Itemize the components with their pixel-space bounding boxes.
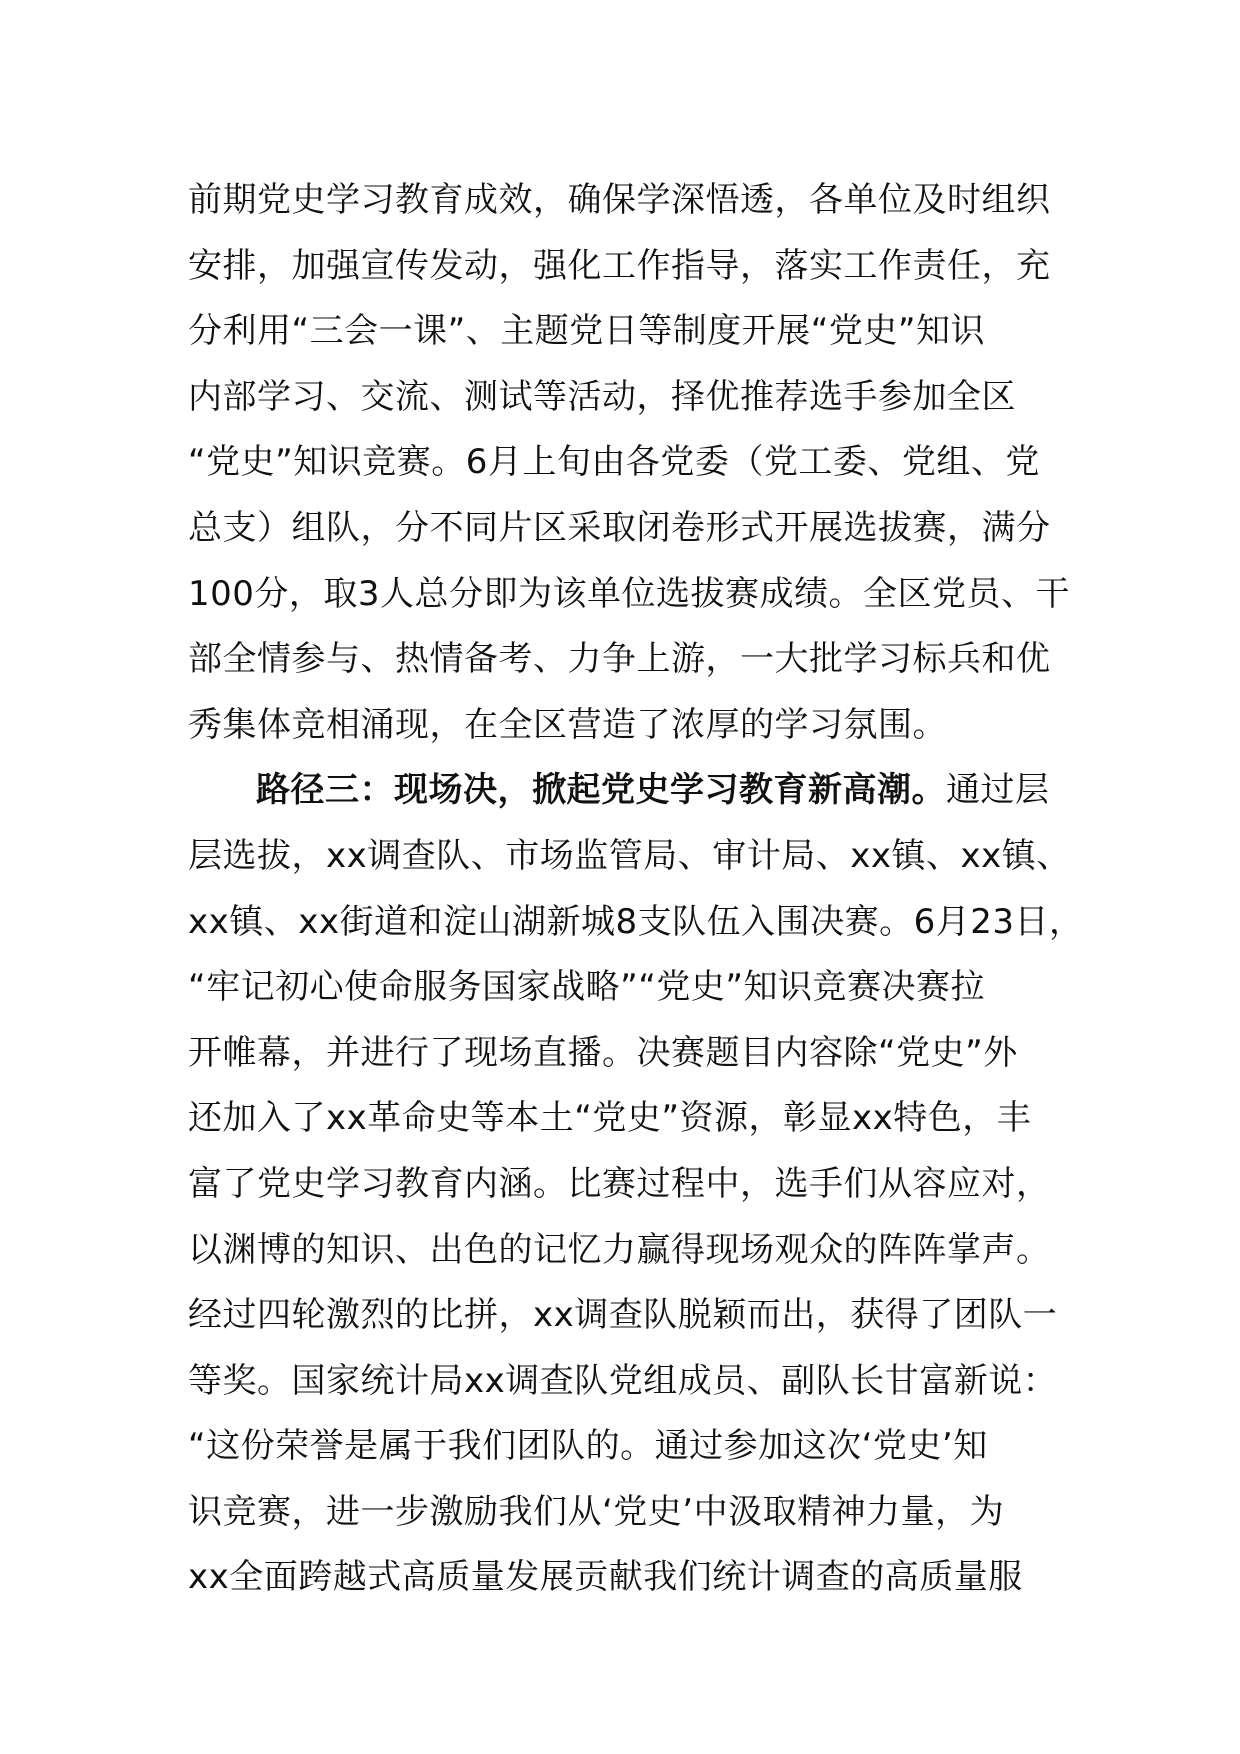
- text-line: 分利用“三会一课”、主题党日等制度开展“党史”知识: [188, 311, 985, 352]
- text-line: 层选拔，xx调查队、市场监管局、审计局、xx镇、xx镇、: [188, 835, 1071, 876]
- body-text: [188, 168, 1084, 1611]
- text-line: 经过四轮激烈的比拼，xx调查队脱颖而出，获得了团队一: [188, 1295, 1058, 1336]
- text-line: 秀集体竞相涌现，在全区营造了浓厚的学习氛围。: [188, 704, 947, 745]
- section-first-line: [188, 758, 1060, 824]
- text-line: 开帷幕，并进行了现场直播。决赛题目内容除“党史”外: [188, 1032, 1018, 1073]
- text-line: 内部学习、交流、测试等活动，择优推荐选手参加全区: [188, 376, 1016, 417]
- section-heading: 路径三：现场决，掀起党史学习教育新高潮。: [256, 770, 946, 811]
- section-first-line-text: 通过层: [946, 770, 1050, 811]
- text-line: 以渊博的知识、出色的记忆力赢得现场观众的阵阵掌声。: [188, 1229, 1051, 1270]
- text-line: 总支）组队，分不同片区采取闭卷形式开展选拔赛，满分: [188, 507, 1051, 548]
- text-line: 100分，取3人总分即为该单位选拔赛成绩。全区党员、干: [188, 573, 1071, 614]
- text-line: 部全情参与、热情备考、力争上游，一大批学习标兵和优: [188, 639, 1051, 680]
- text-line: xx全面跨越式高质量发展贡献我们统计调查的高质量服: [188, 1557, 1023, 1598]
- text-line: 还加入了xx革命史等本土“党史”资源，彰显xx特色，丰: [188, 1098, 1032, 1139]
- text-line: 识竞赛，进一步激励我们从‘党史’中汲取精神力量，为: [188, 1491, 1005, 1532]
- text-line: 等奖。国家统计局xx调查队党组成员、副队长甘富新说：: [188, 1360, 1058, 1401]
- text-line: xx镇、xx街道和淀山湖新城8支队伍入围决赛。6月23日，: [188, 901, 1084, 942]
- text-line: 前期党史学习教育成效，确保学深悟透，各单位及时组织: [188, 180, 1051, 220]
- text-line: “这份荣誉是属于我们团队的。通过参加这次‘党史’知: [188, 1426, 988, 1467]
- text-line: “党史”知识竞赛。6月上旬由各党委（党工委、党组、党: [188, 442, 1040, 483]
- text-line: 安排，加强宣传发动，强化工作指导，落实工作责任，充: [188, 245, 1051, 286]
- text-line: 富了党史学习教育内涵。比赛过程中，选手们从容应对，: [188, 1163, 1051, 1204]
- text-line: “牢记初心使命服务国家战略”“党史”知识竞赛决赛拉: [188, 967, 985, 1008]
